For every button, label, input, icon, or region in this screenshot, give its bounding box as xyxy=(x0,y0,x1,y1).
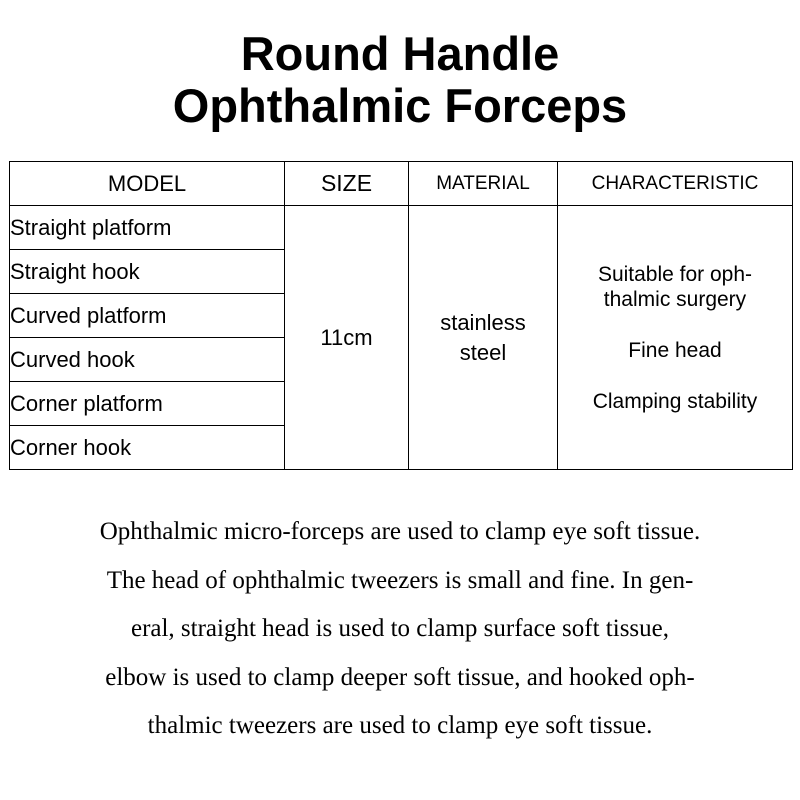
table-header-row xyxy=(10,162,793,206)
description-line: The head of ophthalmic tweezers is small and fine. In gen- xyxy=(106,566,694,594)
model-cell: Curved platform xyxy=(10,294,285,338)
header-size: SIZE xyxy=(285,162,409,206)
table-row xyxy=(10,206,793,250)
model-cell: Straight platform xyxy=(10,206,285,250)
header-model: MODEL xyxy=(10,162,285,206)
spec-table xyxy=(9,161,793,470)
description-line: thalmic tweezers are used to clamp eye soft tissue. xyxy=(147,712,653,739)
material-line-2: steel xyxy=(459,339,507,365)
model-cell: Corner hook xyxy=(10,426,285,470)
header-characteristic: CHARACTERISTIC xyxy=(558,162,793,206)
characteristic-cell xyxy=(558,206,793,470)
material-line-1: stainless xyxy=(440,309,526,335)
description-line: Ophthalmic micro-forceps are used to clamp eye soft tissue. xyxy=(99,518,701,545)
header-material: MATERIAL xyxy=(409,162,558,206)
model-cell: Corner platform xyxy=(10,382,285,426)
model-cell: Straight hook xyxy=(10,250,285,294)
size-cell: 11cm xyxy=(285,206,409,470)
description-paragraph xyxy=(20,508,780,751)
description-line: elbow is used to clamp deeper soft tissue, and hooked oph- xyxy=(105,663,695,691)
model-cell: Curved hook xyxy=(10,338,285,382)
title-line-2: Ophthalmic Forceps xyxy=(172,79,628,132)
characteristic-line-2: thalmic surgery xyxy=(603,287,747,311)
characteristic-clamping: Clamping stability xyxy=(592,389,758,413)
page-title xyxy=(0,28,800,132)
material-cell xyxy=(409,206,558,470)
description-line: eral, straight head is used to clamp surface soft tissue, xyxy=(130,615,670,642)
characteristic-line-1: Suitable for oph- xyxy=(597,262,753,286)
characteristic-fine-head: Fine head xyxy=(628,338,722,362)
title-line-1: Round Handle xyxy=(240,27,560,80)
